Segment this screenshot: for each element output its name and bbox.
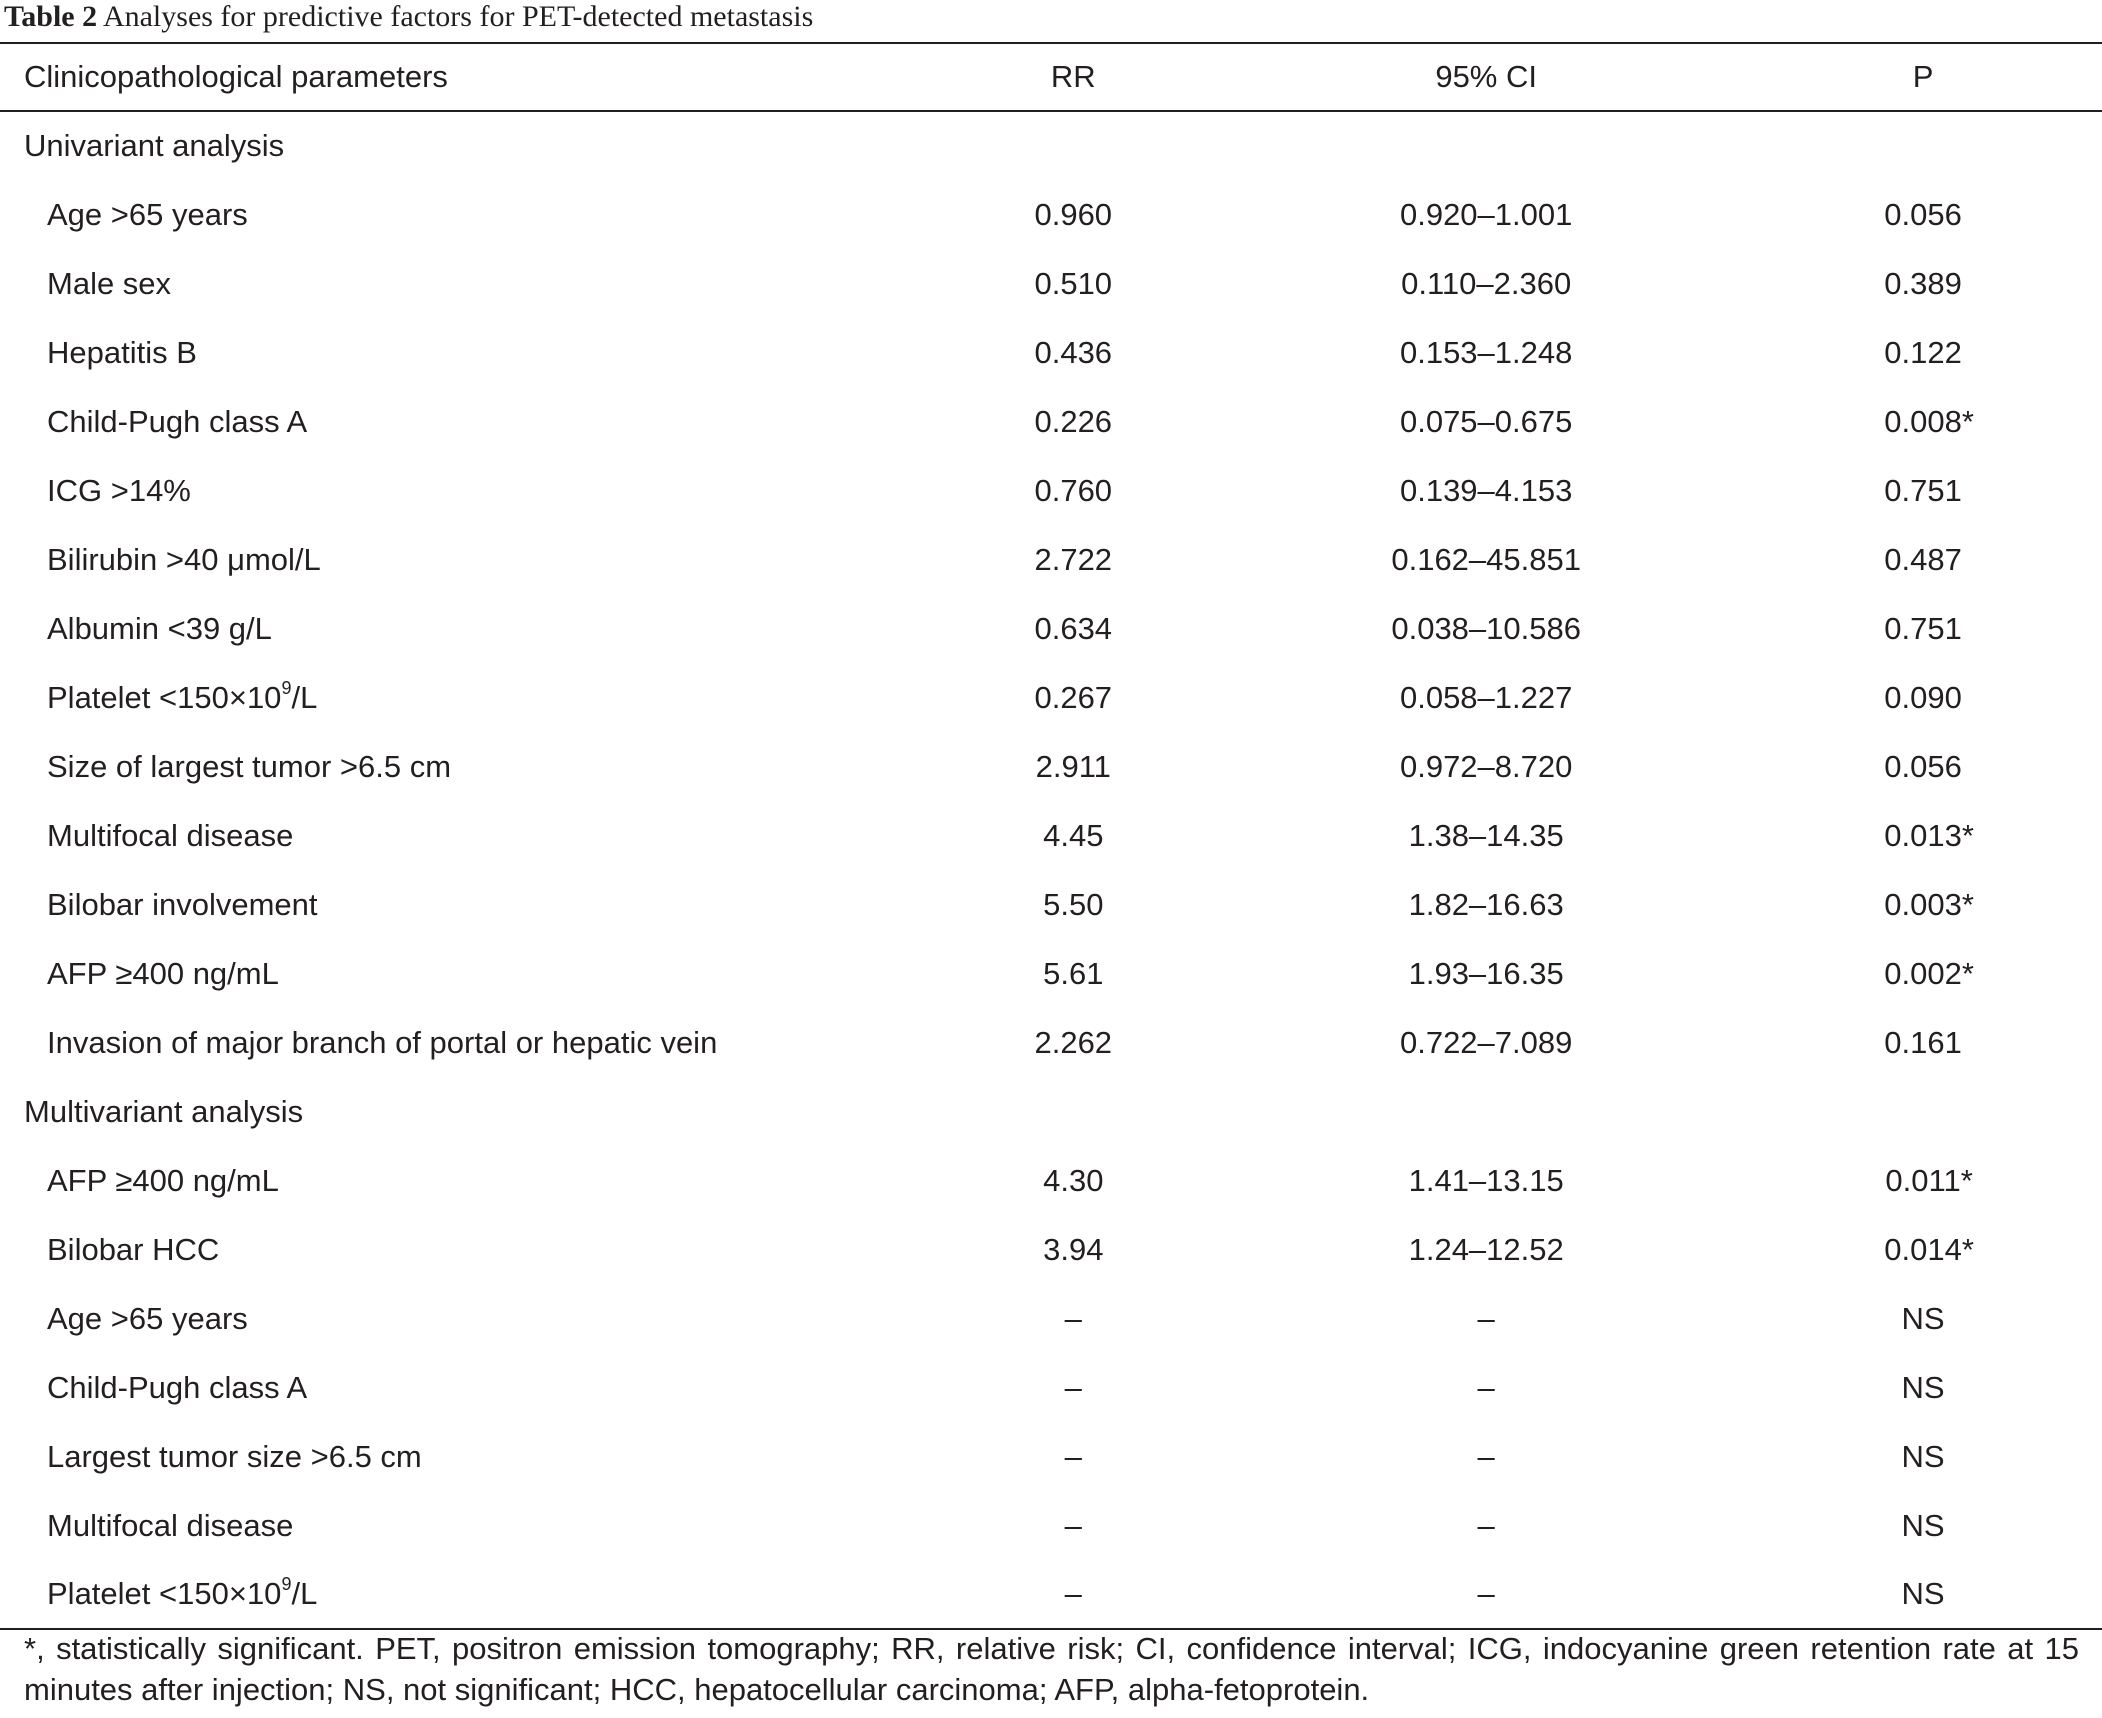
p-value-wrap — [1884, 1025, 1962, 1061]
table-row — [0, 1353, 2102, 1422]
table-title: Analyses for predictive factors for PET-detected metastasis — [102, 0, 814, 33]
p-value-wrap — [1884, 886, 1974, 923]
cell-ci: 0.075–0.675 — [1399, 403, 1573, 439]
cell-parameter: Age >65 years — [47, 1300, 248, 1336]
p-value: NS — [1901, 1300, 1945, 1336]
cell-ci: 0.920–1.001 — [1399, 196, 1573, 232]
cell-ci: 0.722–7.089 — [1399, 1024, 1573, 1060]
table-row — [0, 1560, 2102, 1629]
p-value: 0.751 — [1884, 610, 1962, 646]
p-value-wrap — [1884, 473, 1962, 509]
cell-ci: 1.93–16.35 — [1408, 955, 1564, 991]
results-table — [0, 42, 2102, 1630]
cell-rr: – — [1064, 1507, 1082, 1543]
p-value: 0.389 — [1884, 265, 1962, 301]
p-value: 0.003 — [1884, 886, 1962, 922]
header-row — [0, 43, 2102, 111]
table-row — [0, 1008, 2102, 1077]
results-table-container — [0, 42, 2102, 1630]
p-value-wrap — [1884, 817, 1974, 854]
cell-rr: 3.94 — [1043, 1231, 1104, 1267]
cell-parameter: Child-Pugh class A — [47, 1369, 308, 1405]
cell-p — [1744, 1560, 2102, 1629]
table-row — [0, 870, 2102, 939]
cell-parameter — [0, 663, 918, 732]
cell-rr: – — [1064, 1438, 1082, 1474]
cell-ci: – — [1477, 1507, 1495, 1543]
col-header-p: P — [1744, 43, 2102, 111]
p-value: 0.161 — [1884, 1024, 1962, 1060]
cell-parameter — [0, 1560, 918, 1629]
cell-p — [1744, 663, 2102, 732]
parameter-unit: /L — [291, 1576, 318, 1611]
cell-rr: – — [1064, 1300, 1082, 1336]
section-row-univariant — [0, 111, 2102, 180]
parameter-text: Platelet <150×10 — [47, 679, 282, 715]
cell-rr: 0.634 — [1034, 610, 1113, 646]
cell-p — [1744, 387, 2102, 456]
exponent: 9 — [281, 677, 292, 698]
cell-ci: 1.38–14.35 — [1408, 817, 1564, 853]
cell-rr: 2.262 — [1034, 1024, 1113, 1060]
table-row — [0, 180, 2102, 249]
p-value-wrap — [1902, 1576, 1945, 1612]
cell-rr: 4.30 — [1043, 1162, 1104, 1198]
p-value: 0.056 — [1884, 196, 1962, 232]
p-value-wrap — [1884, 749, 1962, 785]
table-row — [0, 594, 2102, 663]
cell-parameter: Bilobar HCC — [47, 1231, 220, 1267]
section-heading: Univariant analysis — [24, 128, 285, 163]
cell-rr: – — [1064, 1369, 1082, 1405]
cell-rr: 0.226 — [1034, 403, 1113, 439]
section-row-multivariant — [0, 1077, 2102, 1146]
p-value: 0.090 — [1884, 679, 1962, 715]
table-row — [0, 801, 2102, 870]
cell-parameter: Child-Pugh class A — [47, 403, 308, 439]
p-value: 0.056 — [1884, 748, 1962, 784]
cell-ci: 1.82–16.63 — [1408, 886, 1564, 922]
cell-parameter: Age >65 years — [47, 196, 248, 232]
cell-ci: – — [1477, 1438, 1495, 1474]
p-value: NS — [1901, 1507, 1945, 1543]
col-header-ci: 95% CI — [1228, 43, 1744, 111]
cell-parameter: Male sex — [47, 265, 172, 301]
table-row — [0, 663, 2102, 732]
p-value: NS — [1901, 1438, 1945, 1474]
table-row — [0, 1491, 2102, 1560]
p-value-wrap — [1902, 1370, 1945, 1406]
cell-rr: 0.960 — [1034, 196, 1113, 232]
p-value-wrap — [1884, 266, 1962, 302]
cell-ci: 0.038–10.586 — [1391, 610, 1581, 646]
cell-parameter: AFP ≥400 ng/mL — [47, 1162, 279, 1198]
cell-ci: 1.41–13.15 — [1408, 1162, 1564, 1198]
table-row — [0, 732, 2102, 801]
cell-parameter: Bilobar involvement — [47, 886, 318, 922]
p-value-wrap — [1884, 542, 1962, 578]
p-value-wrap — [1884, 611, 1962, 647]
p-value-wrap — [1884, 955, 1974, 992]
p-value: NS — [1901, 1369, 1945, 1405]
cell-ci: 0.058–1.227 — [1399, 679, 1573, 715]
table-label: Table 2 — [4, 0, 98, 33]
cell-parameter: Largest tumor size >6.5 cm — [47, 1438, 422, 1474]
p-value-wrap — [1884, 680, 1962, 716]
table-row — [0, 1284, 2102, 1353]
cell-rr: 4.45 — [1043, 817, 1104, 853]
p-value-wrap — [1902, 1439, 1945, 1475]
table-footnote: *, statistically significant. PET, positron emission tomography; RR, relative risk; CI, confidence interval; ICG, indocyanine green retention rate at 15 minutes after injection; NS, not significant; HCC, hepatocellular carcinoma; AFP, alpha-fetoprotein. — [24, 1631, 2079, 1707]
p-value-wrap — [1902, 1301, 1945, 1337]
table-body — [0, 111, 2102, 1629]
p-value: 0.002 — [1884, 955, 1962, 991]
cell-p — [1744, 939, 2102, 1008]
cell-rr: 2.722 — [1034, 541, 1113, 577]
parameter-text: Platelet <150×10 — [47, 1576, 282, 1611]
p-value-wrap — [1884, 197, 1962, 233]
table-row — [0, 1146, 2102, 1215]
cell-parameter: Hepatitis B — [47, 334, 197, 370]
cell-rr: 2.911 — [1035, 748, 1111, 784]
cell-p — [1744, 249, 2102, 318]
cell-ci: – — [1477, 1369, 1495, 1405]
col-header-rr: RR — [918, 43, 1228, 111]
p-value: NS — [1901, 1576, 1945, 1611]
cell-p — [1744, 732, 2102, 801]
cell-parameter: Size of largest tumor >6.5 cm — [47, 748, 452, 784]
p-value: 0.751 — [1884, 472, 1962, 508]
cell-parameter: Multifocal disease — [47, 817, 294, 853]
p-value: 0.014 — [1884, 1231, 1962, 1267]
cell-p — [1744, 1284, 2102, 1353]
cell-p — [1744, 1491, 2102, 1560]
cell-p — [1744, 1146, 2102, 1215]
cell-parameter: Albumin <39 g/L — [47, 610, 272, 646]
cell-ci: – — [1228, 1560, 1744, 1629]
table-row — [0, 249, 2102, 318]
cell-parameter: AFP ≥400 ng/mL — [47, 955, 279, 991]
cell-rr: 0.267 — [1034, 679, 1113, 715]
cell-parameter: Multifocal disease — [47, 1507, 294, 1543]
cell-p — [1744, 870, 2102, 939]
cell-parameter: ICG >14% — [47, 472, 191, 508]
cell-ci: 0.162–45.851 — [1391, 541, 1581, 577]
cell-parameter: Bilirubin >40 μmol/L — [47, 541, 321, 577]
table-caption — [4, 0, 813, 34]
cell-p — [1744, 1008, 2102, 1077]
cell-ci: 0.110–2.360 — [1401, 265, 1572, 301]
table-row — [0, 1422, 2102, 1491]
p-value: 0.487 — [1884, 541, 1962, 577]
table-row — [0, 525, 2102, 594]
cell-p — [1744, 1215, 2102, 1284]
cell-rr: 5.50 — [1043, 886, 1104, 922]
significance-marker: * — [1961, 403, 1974, 439]
col-header-parameters: Clinicopathological parameters — [0, 43, 918, 111]
cell-rr: 0.760 — [1034, 472, 1113, 508]
p-value: 0.013 — [1884, 817, 1962, 853]
cell-ci: 0.153–1.248 — [1399, 334, 1573, 370]
significance-marker: * — [1961, 886, 1974, 922]
cell-p — [1744, 1353, 2102, 1422]
table-row — [0, 318, 2102, 387]
p-value-wrap — [1884, 403, 1974, 440]
cell-ci: 0.972–8.720 — [1399, 748, 1573, 784]
cell-rr: 5.61 — [1043, 955, 1104, 991]
significance-marker: * — [1961, 1231, 1974, 1267]
cell-rr: 0.510 — [1034, 265, 1113, 301]
cell-p — [1744, 801, 2102, 870]
cell-ci: 0.139–4.153 — [1399, 472, 1573, 508]
cell-ci: 1.24–12.52 — [1408, 1231, 1564, 1267]
p-value: 0.122 — [1884, 334, 1962, 370]
cell-p — [1744, 525, 2102, 594]
table-row — [0, 1215, 2102, 1284]
table-row — [0, 387, 2102, 456]
cell-p — [1744, 318, 2102, 387]
cell-rr: 0.436 — [1034, 334, 1113, 370]
p-value: 0.011 — [1885, 1162, 1961, 1198]
cell-p — [1744, 594, 2102, 663]
section-heading: Multivariant analysis — [24, 1093, 304, 1129]
table-row — [0, 939, 2102, 1008]
p-value-wrap — [1885, 1162, 1973, 1199]
p-value-wrap — [1884, 1231, 1974, 1268]
cell-ci: – — [1477, 1300, 1495, 1336]
cell-parameter: Invasion of major branch of portal or hepatic vein — [47, 1024, 718, 1060]
cell-p — [1744, 456, 2102, 525]
p-value-wrap — [1884, 335, 1962, 371]
p-value: 0.008 — [1884, 403, 1962, 439]
significance-marker: * — [1961, 817, 1974, 853]
p-value-wrap — [1902, 1508, 1945, 1544]
cell-p — [1744, 1422, 2102, 1491]
cell-p — [1744, 180, 2102, 249]
exponent: 9 — [281, 1574, 292, 1594]
significance-marker: * — [1960, 1162, 1973, 1198]
significance-marker: * — [1961, 955, 1974, 991]
parameter-unit: /L — [291, 679, 318, 715]
cell-rr: – — [918, 1560, 1228, 1629]
table-row — [0, 456, 2102, 525]
